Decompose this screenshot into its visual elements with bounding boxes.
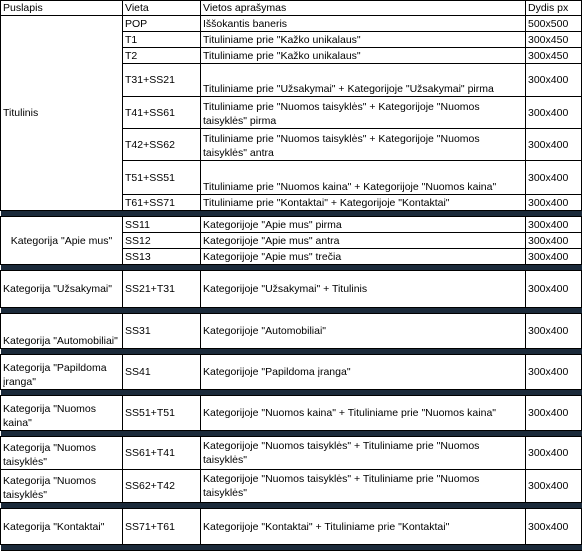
spot-cell[interactable]: POP (123, 16, 201, 32)
table-row (1, 509, 582, 545)
size-cell[interactable]: 300x400 (526, 217, 582, 233)
description-cell[interactable]: Kategorijoje "Apie mus" antra (201, 233, 526, 249)
header-spot[interactable]: Vieta (123, 1, 201, 16)
header-page[interactable]: Puslapis (1, 1, 123, 16)
table-row (1, 217, 582, 233)
spot-cell[interactable]: SS71+T61 (123, 509, 201, 545)
description-cell[interactable]: Kategorijoje "Automobiliai" (201, 314, 526, 349)
size-cell[interactable]: 300x400 (526, 437, 582, 470)
description-cell[interactable]: Kategorijoje "Nuomos taisyklės" + Tituliniame prie "Nuomos taisyklės" (201, 437, 526, 470)
table-row (1, 470, 582, 503)
group-separator (1, 545, 582, 551)
size-cell[interactable]: 500x500 (526, 16, 582, 32)
table-row (1, 16, 582, 32)
table-row (1, 396, 582, 431)
header-size[interactable]: Dydis px (526, 1, 582, 16)
spot-cell[interactable]: T1 (123, 32, 201, 48)
description-cell[interactable]: Kategorijoje "Kontaktai" + Tituliniame prie "Kontaktai" (201, 509, 526, 545)
description-cell[interactable]: Kategorijoje "Apie mus" pirma (201, 217, 526, 233)
spot-cell[interactable]: T2 (123, 48, 201, 64)
spot-cell[interactable]: T31+SS21 (123, 64, 201, 97)
size-cell[interactable]: 300x400 (526, 249, 582, 265)
spot-cell[interactable]: T42+SS62 (123, 129, 201, 161)
page-cell-taisykles[interactable]: Kategorija "Nuomos taisyklės" (1, 470, 123, 503)
spot-cell[interactable]: SS31 (123, 314, 201, 349)
size-cell[interactable]: 300x400 (526, 509, 582, 545)
table-row (1, 437, 582, 470)
description-cell[interactable]: Tituliniame prie "Užsakymai" + Kategorijoje "Užsakymai" pirma (201, 64, 526, 97)
table-row (1, 355, 582, 390)
description-cell[interactable]: Tituliniame prie "Kontaktai" + Kategorijoje "Kontaktai" (201, 195, 526, 211)
description-cell[interactable]: Kategorijoje "Nuomos taisyklės" + Tituliniame prie "Nuomos taisyklės" (201, 470, 526, 503)
size-cell[interactable]: 300x400 (526, 470, 582, 503)
description-cell[interactable]: Iššokantis baneris (201, 16, 526, 32)
page-cell-apie-mus[interactable]: Kategorija "Apie mus" (1, 217, 123, 265)
page-cell-uzsakymai[interactable]: Kategorija "Užsakymai" (1, 271, 123, 308)
description-cell[interactable]: Kategorijoje "Užsakymai" + Titulinis (201, 271, 526, 308)
spot-cell[interactable]: T51+SS51 (123, 161, 201, 195)
description-cell[interactable]: Tituliniame prie "Kažko unikalaus" (201, 48, 526, 64)
spot-cell[interactable]: T41+SS61 (123, 97, 201, 129)
spot-cell[interactable]: SS21+T31 (123, 271, 201, 308)
size-cell[interactable]: 300x400 (526, 271, 582, 308)
spot-cell[interactable]: SS41 (123, 355, 201, 390)
size-cell[interactable]: 300x400 (526, 161, 582, 195)
size-cell[interactable]: 300x400 (526, 64, 582, 97)
spot-cell[interactable]: T61+SS71 (123, 195, 201, 211)
size-cell[interactable]: 300x450 (526, 48, 582, 64)
page-cell-taisykles[interactable]: Kategorija "Nuomos taisyklės" (1, 437, 123, 470)
table-row (1, 271, 582, 308)
size-cell[interactable]: 300x400 (526, 355, 582, 390)
size-cell[interactable]: 300x400 (526, 195, 582, 211)
description-cell[interactable]: Kategorijoje "Apie mus" trečia (201, 249, 526, 265)
spot-cell[interactable]: SS13 (123, 249, 201, 265)
table-row (1, 314, 582, 349)
size-cell[interactable]: 300x400 (526, 396, 582, 431)
size-cell[interactable]: 300x450 (526, 32, 582, 48)
size-cell[interactable]: 300x400 (526, 97, 582, 129)
spot-cell[interactable]: SS62+T42 (123, 470, 201, 503)
description-cell[interactable]: Tituliniame prie "Nuomos kaina" + Kategorijoje "Nuomos kaina" (201, 161, 526, 195)
page-cell-iranga[interactable]: Kategorija "Papildoma įranga" (1, 355, 123, 390)
size-cell[interactable]: 300x400 (526, 314, 582, 349)
description-cell[interactable]: Tituliniame prie "Nuomos taisyklės" + Kategorijoje "Nuomos taisyklės" pirma (201, 97, 526, 129)
size-cell[interactable]: 300x400 (526, 129, 582, 161)
page-cell-kaina[interactable]: Kategorija "Nuomos kaina" (1, 396, 123, 431)
header-row (1, 1, 582, 16)
size-cell[interactable]: 300x400 (526, 233, 582, 249)
spot-cell[interactable]: SS12 (123, 233, 201, 249)
header-description[interactable]: Vietos aprašymas (201, 1, 526, 16)
description-cell[interactable]: Tituliniame prie "Kažko unikalaus" (201, 32, 526, 48)
description-cell[interactable]: Tituliniame prie "Nuomos taisyklės" + Kategorijoje "Nuomos taisyklės" antra (201, 129, 526, 161)
description-cell[interactable]: Kategorijoje "Nuomos kaina" + Tituliniame prie "Nuomos kaina" (201, 396, 526, 431)
page-cell-kontaktai[interactable]: Kategorija "Kontaktai" (1, 509, 123, 545)
description-cell[interactable]: Kategorijoje "Papildoma įranga" (201, 355, 526, 390)
page-cell-titulinis[interactable]: Titulinis (1, 16, 123, 211)
spot-cell[interactable]: SS51+T51 (123, 396, 201, 431)
separator-bar (1, 545, 582, 551)
spot-cell[interactable]: SS61+T41 (123, 437, 201, 470)
spot-cell[interactable]: SS11 (123, 217, 201, 233)
page-cell-automobiliai[interactable]: Kategorija "Automobiliai" (1, 314, 123, 349)
